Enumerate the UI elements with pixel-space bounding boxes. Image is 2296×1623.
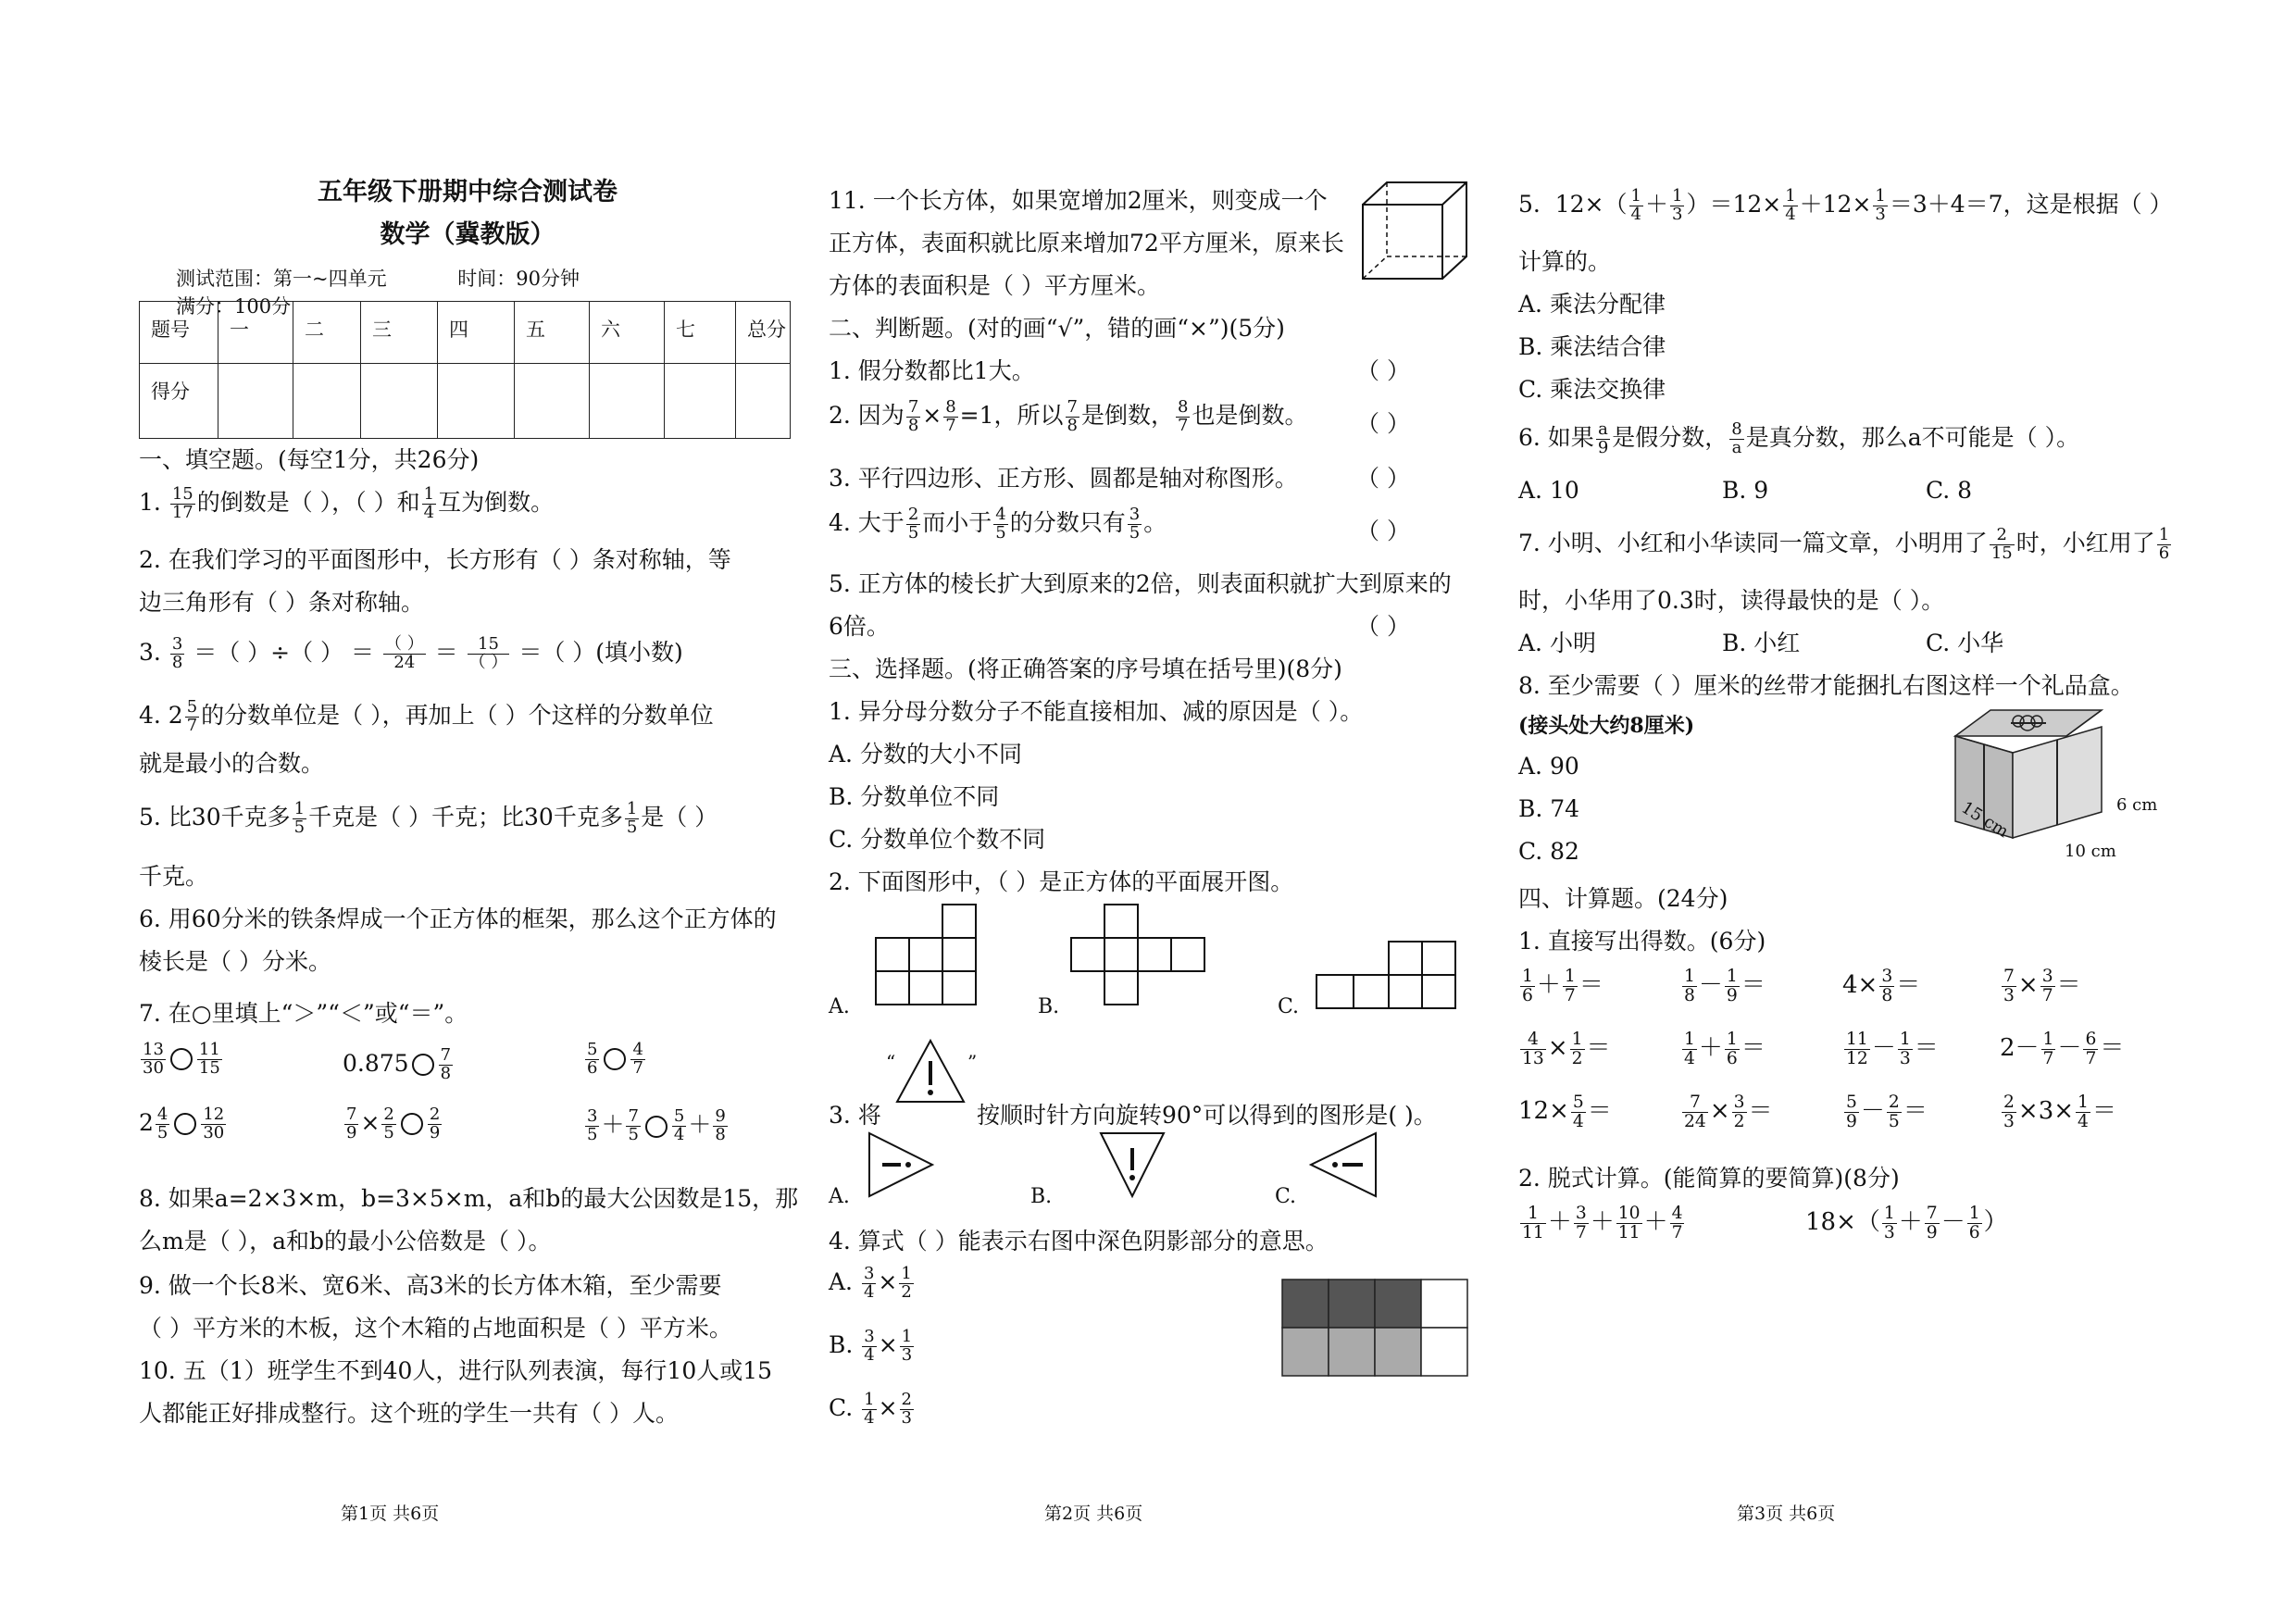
- q11-line3: 方体的表面积是（ ）平方厘米。: [829, 272, 1160, 299]
- shaded-grid-figure: [1280, 1278, 1475, 1380]
- q7-item: 2 $\frac{4}{5}$ $\frac{12}{30}$: [139, 1105, 225, 1142]
- calc-item: 18×（ $\frac{1}{3}$ ＋ $\frac{7}{9}$ － $\frac{1}{6}$ ）: [1805, 1203, 2008, 1242]
- q8-line2: 么m是（ ），a和b的最小公倍数是（ ）。: [139, 1228, 552, 1255]
- warning-triangle-icon: [893, 1037, 967, 1106]
- section-3-heading: 三、选择题。(将正确答案的序号填在括号里)(8分): [829, 655, 1342, 682]
- calc-item: $\frac{1}{6}$ ＋ $\frac{1}{7}$ ＝: [1522, 966, 1603, 1005]
- calc-item: $\frac{2}{3}$ ×3× $\frac{1}{4}$ ＝: [2003, 1092, 2116, 1131]
- score-cell: 总分: [736, 302, 791, 364]
- q8-line1: 8. 如果a=2×3×m，b=3×5×m，a和b的最大公因数是15，那: [139, 1185, 799, 1212]
- box-width-label: 10 cm: [2065, 842, 2116, 861]
- score-input-cell[interactable]: [736, 364, 791, 439]
- answer-paren[interactable]: （ ）: [1356, 410, 1410, 437]
- choice-2: 2. 下面图形中，（ ）是正方体的平面展开图。: [829, 868, 1294, 895]
- score-cell: 四: [438, 302, 515, 364]
- calc-item: $\frac{11}{12}$ － $\frac{1}{3}$ ＝: [1846, 1029, 1939, 1068]
- q1-fill: 1. $\frac{15}{17}$ 的倒数是（ ），（ ）和 $\frac{1}{4}$ 互为倒数。: [139, 484, 555, 522]
- score-input-cell[interactable]: [361, 364, 438, 439]
- option-b-label: B.: [1038, 995, 1060, 1018]
- open-quote: “: [886, 1051, 896, 1073]
- q7-prompt: 7. 在○里填上“＞”“＜”或“＝”。: [139, 1000, 468, 1027]
- choice-1-b: B. 分数单位不同: [829, 783, 1000, 810]
- score-input-cell[interactable]: [218, 364, 293, 439]
- q7-item: $\frac{3}{5}$ ＋ $\frac{7}{5}$ $\frac{5}{4}$ ＋ $\frac{9}{8}$: [587, 1106, 726, 1144]
- judge-1: 1. 假分数都比1大。: [829, 357, 1035, 384]
- section-1-heading: 一、填空题。(每空1分，共26分): [139, 446, 480, 473]
- choice-4-c: C. $\frac{1}{4}$ × $\frac{2}{3}$: [829, 1390, 912, 1428]
- rotated-triangle-b: [1097, 1130, 1171, 1204]
- q11-line1: 11. 一个长方体，如果宽增加2厘米，则变成一个: [829, 187, 1328, 214]
- q7-line1: 7. 小明、小红和小华读同一篇文章，小明用了 $\frac{2}{15}$ 时，小红用了 $\frac{1}{6}$: [1518, 525, 2170, 563]
- option-c-label: C.: [1275, 1185, 1297, 1208]
- q7-line2: 时，小华用了0.3时，读得最快的是（ ）。: [1518, 587, 1945, 614]
- test-range: 测试范围：第一~四单元: [176, 268, 387, 290]
- q8-opt-b: B. 74: [1518, 795, 1580, 822]
- choice-4-a: A. $\frac{3}{4}$ × $\frac{1}{2}$: [829, 1264, 912, 1302]
- box-height-label: 6 cm: [2116, 795, 2158, 815]
- q10-line1: 10. 五（1）班学生不到40人，进行队列表演，每行10人或15: [139, 1357, 773, 1384]
- score-input-cell[interactable]: [293, 364, 361, 439]
- score-cell: 题号: [140, 302, 218, 364]
- score-input-cell[interactable]: [438, 364, 515, 439]
- answer-paren[interactable]: （ ）: [1356, 465, 1410, 492]
- test-time: 时间：90分钟: [457, 268, 580, 290]
- page-footer-2: 第2页 共6页: [1044, 1504, 1143, 1524]
- cube-net-c: [1315, 940, 1463, 1014]
- q6: 6. 如果 $\frac{a}{9}$ 是假分数， $\frac{8}{a}$ 是真分数，那么a不可能是（ ）。: [1518, 419, 2080, 457]
- q9-line1: 9. 做一个长8米、宽6米、高3米的长方体木箱，至少需要: [139, 1272, 722, 1299]
- judge-3: 3. 平行四边形、正方形、圆都是轴对称图形。: [829, 465, 1298, 492]
- answer-paren[interactable]: （ ）: [1356, 357, 1410, 384]
- score-input-cell[interactable]: [590, 364, 665, 439]
- calc-part-2: 2. 脱式计算。(能简算的要简算)(8分): [1518, 1165, 1900, 1192]
- score-cell: 一: [218, 302, 293, 364]
- calc-item: $\frac{4}{13}$ × $\frac{1}{2}$ ＝: [1522, 1029, 1611, 1068]
- q5-opt-a: A. 乘法分配律: [1518, 291, 1666, 318]
- q8-note: (接头处大约8厘米): [1518, 714, 1695, 738]
- answer-paren[interactable]: （ ）: [1356, 613, 1410, 640]
- close-quote: ”: [967, 1051, 978, 1073]
- q7-opt-c: C. 小华: [1926, 630, 2004, 656]
- option-a-label: A.: [829, 995, 850, 1018]
- q8: 8. 至少需要（ ）厘米的丝带才能捆扎右图这样一个礼品盒。: [1518, 672, 2134, 699]
- q7-opt-a: A. 小明: [1518, 630, 1596, 656]
- q9-line2: （ ）平方米的木板，这个木箱的占地面积是（ ）平方米。: [139, 1315, 732, 1342]
- judge-2: 2. 因为 $\frac{7}{8}$ × $\frac{8}{7}$ =1，所以 $\frac{7}{8}$ 是倒数， $\frac{8}{7}$ 也是倒数。: [829, 397, 1308, 435]
- q8-opt-a: A. 90: [1518, 753, 1579, 780]
- q6-opt-b: B. 9: [1722, 477, 1769, 504]
- cube-net-a: [870, 903, 981, 1014]
- choice-3: 3. 将: [829, 1102, 881, 1129]
- calc-item: 4× $\frac{3}{8}$ ＝: [1842, 966, 1921, 1005]
- rotated-triangle-c: [1305, 1130, 1379, 1204]
- q6-line2: 棱长是（ ）分米。: [139, 948, 331, 975]
- score-cell: 六: [590, 302, 665, 364]
- calc-item: 12× $\frac{5}{4}$ ＝: [1518, 1092, 1612, 1131]
- score-table: [139, 301, 791, 439]
- q7-item: $\frac{7}{9}$ × $\frac{2}{5}$ $\frac{2}{9}$: [346, 1105, 441, 1142]
- q4-line2: 就是最小的合数。: [139, 750, 325, 777]
- score-input-cell[interactable]: [665, 364, 736, 439]
- q6-opt-a: A. 10: [1518, 477, 1579, 504]
- score-cell: 三: [361, 302, 438, 364]
- judge-5-line1: 5. 正方体的棱长扩大到原来的2倍，则表面积就扩大到原来的: [829, 570, 1452, 597]
- calc-item: $\frac{1}{8}$ － $\frac{1}{9}$ ＝: [1684, 966, 1766, 1005]
- judge-4: 4. 大于 $\frac{2}{5}$ 而小于 $\frac{4}{5}$ 的分数只有 $\frac{3}{5}$ 。: [829, 505, 1167, 543]
- q2-line1: 2. 在我们学习的平面图形中，长方形有（ ）条对称轴，等: [139, 546, 731, 573]
- option-a-label: A.: [829, 1185, 850, 1208]
- q6-line1: 6. 用60分米的铁条焊成一个正方体的框架，那么这个正方体的: [139, 905, 777, 932]
- option-b-label: B.: [1030, 1185, 1053, 1208]
- calc-item: 2－ $\frac{1}{7}$ － $\frac{6}{7}$ ＝: [2000, 1029, 2125, 1068]
- q5-line2: 计算的。: [1518, 248, 1612, 275]
- calc-item: $\frac{5}{9}$ － $\frac{2}{5}$ ＝: [1846, 1092, 1928, 1131]
- q6-opt-c: C. 8: [1926, 477, 1973, 504]
- calc-item: $\frac{7}{24}$ × $\frac{3}{2}$ ＝: [1684, 1092, 1773, 1131]
- q7-item: $\frac{13}{30}$ $\frac{11}{15}$: [143, 1040, 220, 1078]
- q11-line2: 正方体，表面积就比原来增加72平方厘米，原来长: [829, 230, 1344, 256]
- page-footer-1: 第1页 共6页: [341, 1504, 440, 1524]
- rotated-triangle-a: [866, 1130, 940, 1204]
- exam-title: 五年级下册期中综合测试卷: [318, 178, 618, 206]
- calc-item: $\frac{1}{4}$ ＋ $\frac{1}{6}$ ＝: [1684, 1029, 1766, 1068]
- test-full-score: 满分：100分: [176, 295, 292, 318]
- q7-item: 0.875 $\frac{7}{8}$: [343, 1045, 452, 1083]
- score-table-score-row: [140, 364, 791, 439]
- cube-figure: [1361, 181, 1481, 282]
- cube-net-b: [1069, 903, 1217, 1014]
- q5-line1: 5. 12×（ $\frac{1}{4}$ ＋ $\frac{1}{3}$ ）＝12× $\frac{1}{4}$ ＋12× $\frac{1}{3}$ ＝3＋4＝7，这是根据（ ）: [1518, 186, 2173, 224]
- q5-opt-b: B. 乘法结合律: [1518, 333, 1666, 360]
- option-c-label: C.: [1278, 995, 1300, 1018]
- calc-part-1: 1. 直接写出得数。(6分): [1518, 928, 1766, 955]
- q5-line1: 5. 比30千克多 $\frac{1}{5}$ 千克是（ ）千克；比30千克多 $\frac{1}{5}$ 是（ ）: [139, 799, 718, 837]
- choice-4: 4. 算式（ ）能表示右图中深色阴影部分的意思。: [829, 1228, 1329, 1255]
- score-cell: 二: [293, 302, 361, 364]
- calc-item: $\frac{7}{3}$ × $\frac{3}{7}$ ＝: [2003, 966, 2081, 1005]
- page-footer-3: 第3页 共6页: [1737, 1504, 1836, 1524]
- section-4-heading: 四、计算题。(24分): [1518, 885, 1728, 912]
- q2-line2: 边三角形有（ ）条对称轴。: [139, 589, 424, 616]
- q10-line2: 人都能正好排成整行。这个班的学生一共有（ ）人。: [139, 1400, 679, 1427]
- choice-1-a: A. 分数的大小不同: [829, 741, 1022, 768]
- score-row-label: 得分: [140, 364, 218, 439]
- q8-opt-c: C. 82: [1518, 838, 1579, 865]
- exam-subtitle: 数学（冀教版）: [380, 220, 555, 249]
- answer-paren[interactable]: （ ）: [1356, 518, 1410, 544]
- choice-3-text: 按顺时针方向旋转90°可以得到的图形是( )。: [977, 1102, 1437, 1129]
- score-cell: 五: [515, 302, 590, 364]
- score-cell: 七: [665, 302, 736, 364]
- q4-line1: 4. 2 $\frac{5}{7}$ 的分数单位是（ ），再加上（ ）个这样的分数单位: [139, 697, 714, 735]
- q7-item: $\frac{5}{6}$ $\frac{4}{7}$: [587, 1040, 643, 1078]
- q3-fill: 3. $\frac{3}{8}$ ＝（ ）÷（ ） ＝ （ ） 24 ＝ 15 （ ） ＝（ ）(填小数): [139, 634, 683, 672]
- calc-item: $\frac{1}{11}$ ＋ $\frac{3}{7}$ ＋ $\frac{10}{11}$ ＋ $\frac{4}{7}$: [1522, 1203, 1683, 1242]
- choice-1: 1. 异分母分数分子不能直接相加、减的原因是（ ）。: [829, 698, 1364, 725]
- score-input-cell[interactable]: [515, 364, 590, 439]
- box-length-label: 15 cm: [1957, 797, 2013, 843]
- q7-opt-b: B. 小红: [1722, 630, 1801, 656]
- judge-5-line2: 6倍。: [829, 613, 890, 640]
- q5-opt-c: C. 乘法交换律: [1518, 376, 1666, 403]
- choice-4-b: B. $\frac{3}{4}$ × $\frac{1}{3}$: [829, 1327, 913, 1365]
- q5-line2: 千克。: [139, 863, 209, 890]
- section-2-heading: 二、判断题。(对的画“√”，错的画“×”)(5分): [829, 315, 1285, 342]
- choice-1-c: C. 分数单位个数不同: [829, 826, 1046, 853]
- score-table-header-row: [140, 302, 791, 364]
